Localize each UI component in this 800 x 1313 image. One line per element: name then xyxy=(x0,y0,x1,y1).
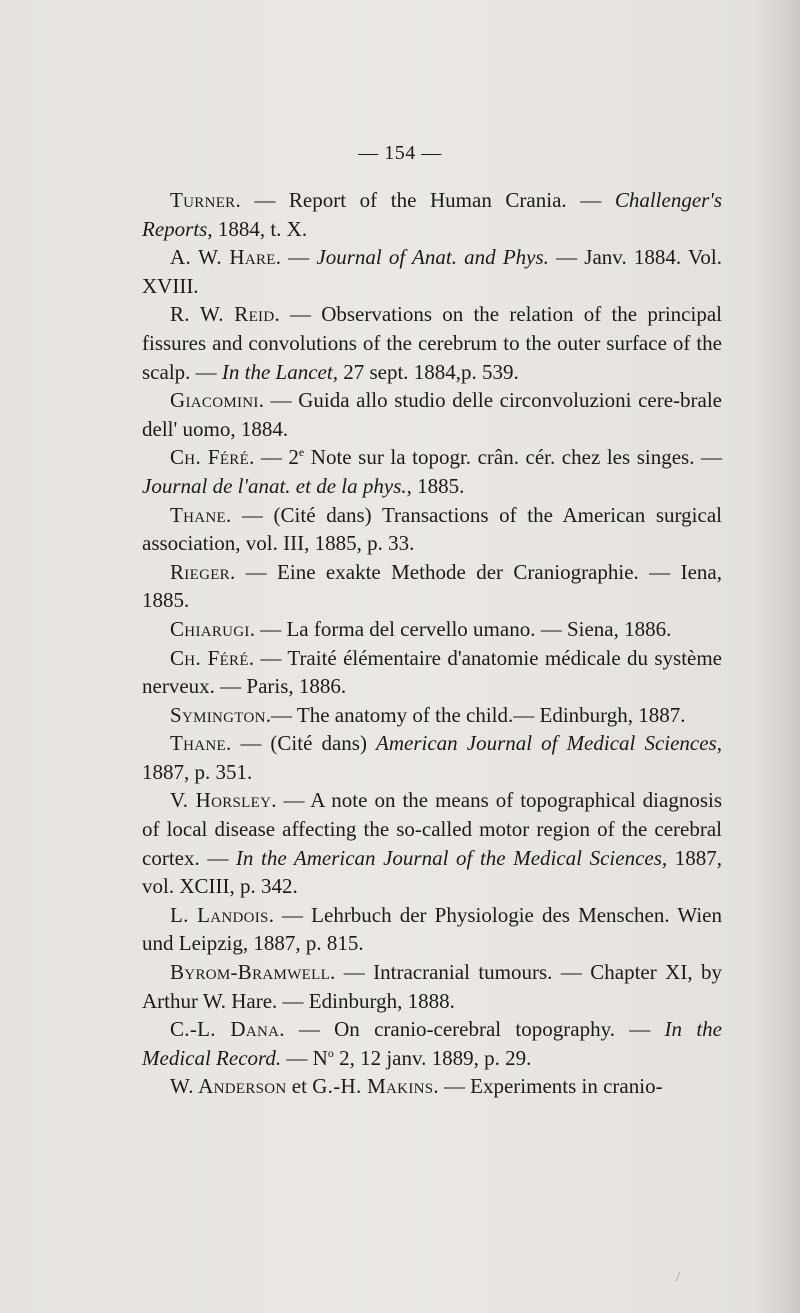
reference-author: G.-H. Makins xyxy=(312,1074,434,1099)
reference-entry: Ch. Féré. — 2e Note sur la topogr. crân. cér. chez les singes. — Journal de l'anat. et de la phys., 1885. xyxy=(142,445,723,498)
reference-entry: L. Landois. — Lehrbuch der Physiologie des Menschen. Wien und Leipzig, 1887, p. 815. xyxy=(142,902,722,956)
reference-source: Challenger's Reports xyxy=(142,188,722,241)
reference-entry: Turner. — Report of the Human Crania. — Challenger's Reports, 1884, t. X. xyxy=(142,188,722,241)
reference-author: Byrom-Bramwell xyxy=(170,960,331,985)
reference-author: W. Anderson xyxy=(170,1074,287,1099)
reference-author: Giacomini xyxy=(170,388,259,413)
reference-source: In the Medical Record. xyxy=(142,1017,722,1070)
reference-author: Chiarugi xyxy=(170,616,250,641)
reference-author: Rieger xyxy=(170,559,230,584)
superscript: o xyxy=(327,1045,334,1060)
reference-list xyxy=(142,186,722,1101)
reference-source: American Journal of Medical Sciences xyxy=(376,731,717,756)
reference-author: V. Horsley xyxy=(170,788,272,813)
superscript: e xyxy=(298,445,305,460)
reference-entry: Rieger. — Eine exakte Methode der Craniographie. — Iena, 1885. xyxy=(142,559,722,613)
reference-author: Ch. Féré xyxy=(170,645,249,670)
reference-entry: V. Horsley. — A note on the means of topographical diagnosis of local disease affecting the so-called motor region of the cerebral cortex. — In the American Journal of the Medical Sciences, 1887, vol. XCIII, p. 342. xyxy=(142,788,723,899)
reference-entry: Ch. Féré. — Traité élémentaire d'anatomie médicale du système nerveux. — Paris, 1886. xyxy=(142,645,723,699)
reference-entry: R. W. Reid. — Observations on the relation of the principal fissures and convolutions of the cerebrum to the outer surface of the scalp. — In the Lancet, 27 sept. 1884,p. 539. xyxy=(142,302,722,384)
reference-author: Thane xyxy=(170,502,226,527)
reference-entry: C.-L. Dana. — On cranio-cerebral topography. — In the Medical Record. — $N^o$ 2, 12 janv. 1889, p. 29. xyxy=(142,1017,722,1070)
reference-author: A. W. Hare xyxy=(170,245,276,270)
reference-entry: Byrom-Bramwell. — Intracranial tumours. — Chapter XI, by Arthur W. Hare. — Edinburgh, 1888. xyxy=(142,960,722,1013)
reference-author: Turner xyxy=(170,188,236,212)
reference-author: Ch. Féré xyxy=(170,445,250,470)
reference-entry: Thane. — (Cité dans) American Journal of Medical Sciences, 1887, p. 351. xyxy=(142,731,722,784)
reference-entry: Thane. — (Cité dans) Transactions of the American surgical association, vol. III, 1885, p. 33. xyxy=(142,502,722,556)
reference-source: In the Lancet, xyxy=(221,359,338,384)
reference-entry: Chiarugi. — La forma del cervello umano. — Siena, 1886. xyxy=(170,616,672,641)
reference-source: In the American Journal of the Medical Sciences, xyxy=(235,845,668,870)
reference-author: Thane xyxy=(170,731,226,756)
reference-author: C.-L. Dana xyxy=(170,1017,280,1042)
reference-author: R. W. Reid xyxy=(170,302,275,327)
page-number: — 154 — xyxy=(358,142,442,164)
reference-author: L. Landois xyxy=(170,902,269,927)
reference-entry: A. W. Hare. — Journal of Anat. and Phys. — Janv. 1884. Vol. XVIII. xyxy=(142,245,722,298)
reference-author: Symington xyxy=(170,702,266,727)
margin-mark: / xyxy=(676,1270,680,1285)
reference-entry: Symington.— The anatomy of the child.— Edinburgh, 1887. xyxy=(170,702,686,727)
reference-source: Journal de l'anat. et de la phys. xyxy=(142,473,407,498)
reference-entry: W. Anderson et G.-H. Makins. — Experiments in cranio- xyxy=(170,1074,663,1099)
reference-entry: Giacomini. — Guida allo studio delle circonvoluzioni cere-brale dell' uomo, 1884. xyxy=(142,388,722,441)
reference-source: Journal of Anat. and Phys. xyxy=(316,245,549,270)
